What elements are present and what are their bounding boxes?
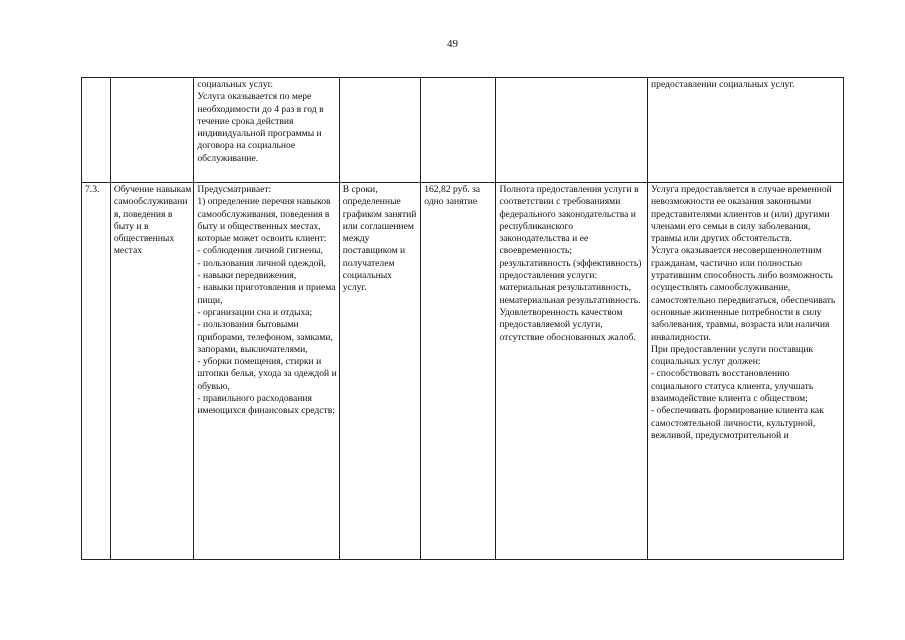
- cell-price: [421, 183, 496, 560]
- services-table: [81, 77, 844, 560]
- table-row: [82, 78, 844, 183]
- table-row: [82, 183, 844, 560]
- cell-conditions: [648, 183, 844, 560]
- cell-paragraph: предоставлении социальных услуг.: [651, 79, 795, 90]
- cell-terms: [339, 183, 420, 560]
- cell-paragraph: 162,82 руб. за одно занятие: [424, 184, 481, 208]
- cell-service-name: [110, 183, 194, 560]
- cell-quality-indicators: [496, 183, 648, 560]
- cell-service-description: [194, 78, 339, 183]
- cell-paragraph: Полнота предоставления услуги в соответствии с требованиями федерального законодательства и республиканского законодательства и ее своевременность;: [499, 184, 639, 257]
- cell-paragraph: Предусматривает:: [197, 184, 272, 195]
- cell-paragraph: - соблюдения личной гигиены,: [197, 245, 323, 257]
- cell-paragraph: - навыки приготовления и приема пищи,: [197, 282, 336, 306]
- cell-paragraph: При предоставлении услуги поставщик социальных услуг должен:: [651, 343, 814, 368]
- cell-paragraph: результативность (эффективность) предоставления услуги: материальная результативность, нематериальная результативность.: [499, 257, 642, 306]
- cell-paragraph: - обеспечивать формирование клиента как самостоятельной личности, культурной, вежливой, предусмотрительной и: [651, 405, 824, 441]
- cell-paragraph: - пользования личной одеждой,: [197, 257, 326, 269]
- cell-paragraph: - способствовать восстановлению социального статуса клиента, улучшать взаимодействие клиента с обществом;: [651, 368, 814, 405]
- cell-paragraph: - организации сна и отдыха;: [197, 306, 313, 318]
- cell-quality-indicators: [496, 78, 648, 183]
- cell-number: [82, 78, 111, 183]
- cell-conditions: [648, 78, 844, 183]
- cell-paragraph: - пользования бытовыми приборами, телефоном, замками, запорами, выключателями,: [197, 319, 333, 355]
- cell-paragraph: Обучение навыкам самообслуживания, поведения в быту и в общественных местах: [113, 184, 192, 257]
- cell-paragraph: Услуга оказывается по мере необходимости до 4 раз в год в течение срока действия индивидуальной программы и договора на социальное обслуживание.: [197, 91, 324, 164]
- cell-paragraph: Услуга оказывается несовершеннолетним гражданам, частично или полностью утратившим способность либо возможность осуществлять самообслуживание, самостоятельно передвигаться, обеспечивать основные жизненные потребности в силу заболевания, травмы, возраста или наличия инвалидности.: [651, 245, 836, 343]
- cell-paragraph: 1) определение перечня навыков самообслуживания, поведения в быту и общественных местах, которые может освоить клиент:: [197, 196, 331, 245]
- cell-paragraph: - навыки передвижения,: [197, 270, 297, 282]
- cell-service-name: [110, 78, 194, 183]
- cell-number: 7.3.: [82, 183, 111, 560]
- cell-paragraph: Услуга предоставляется в случае временной невозможности ее оказания законными представителями клиентов и (или) другими членами его семьи в силу заболевания, травмы или других обстоятельств.: [651, 184, 832, 245]
- cell-paragraph: социальных услуг.: [197, 79, 273, 90]
- cell-paragraph: Удовлетворенность качеством предоставляемой услуги, отсутствие обоснованных жалоб.: [499, 306, 636, 343]
- cell-service-description: [194, 183, 339, 560]
- cell-paragraph: - уборки помещения, стирки и штопки белья, ухода за одеждой и обувью,: [197, 356, 337, 392]
- cell-terms: [339, 78, 420, 183]
- services-table-body: [82, 78, 844, 560]
- cell-paragraph: - правильного расходования имеющихся финансовых средств;: [197, 393, 335, 417]
- cell-paragraph: В сроки, определенные графиком занятий или соглашением между поставщиком и получателем социальных услуг.: [342, 184, 417, 294]
- page-number: 49: [447, 38, 458, 50]
- cell-price: [421, 78, 496, 183]
